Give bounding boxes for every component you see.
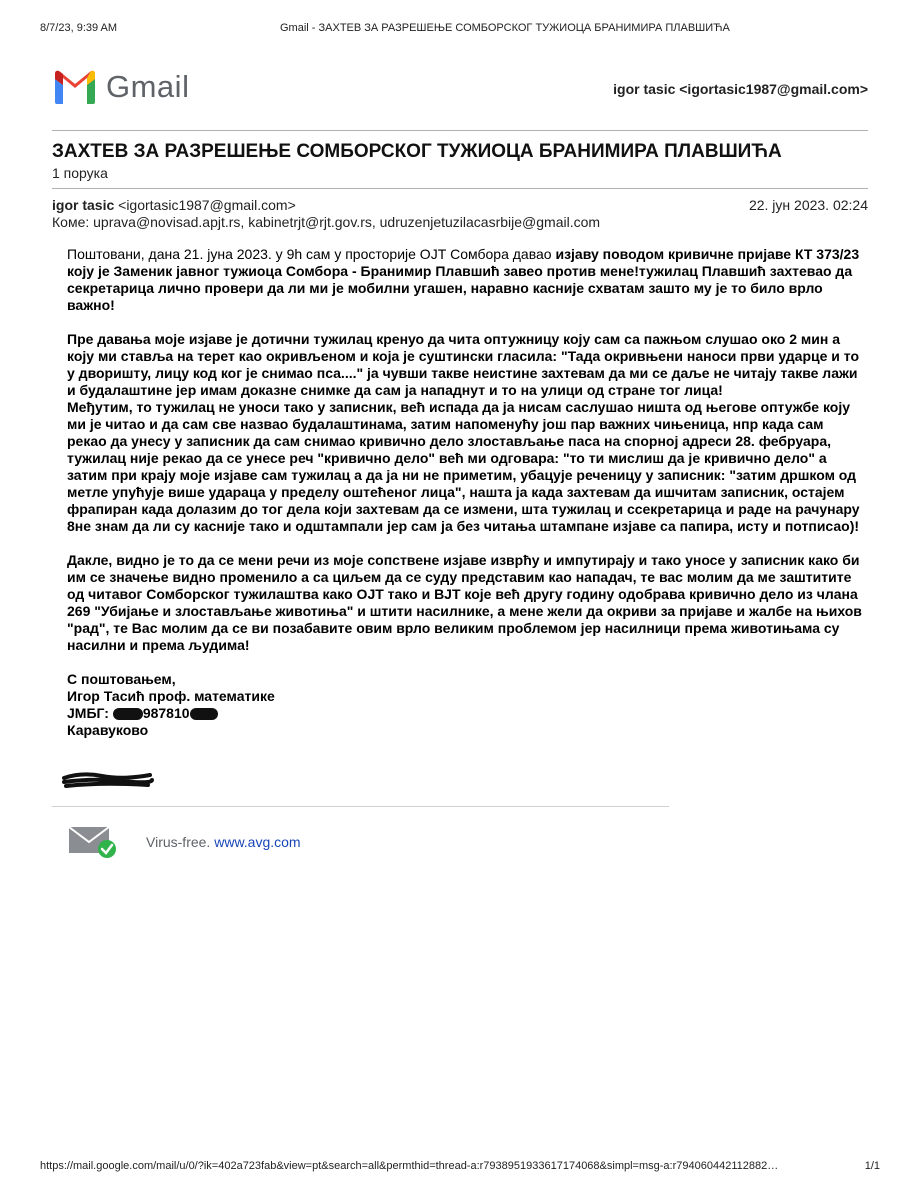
message-body xyxy=(67,246,867,739)
sender xyxy=(52,197,296,213)
avg-link[interactable]: www.avg.com xyxy=(214,834,301,850)
print-datetime: 8/7/23, 9:39 AM xyxy=(40,22,118,34)
paragraph-1 xyxy=(67,246,867,314)
header-divider xyxy=(52,130,868,131)
subject-divider xyxy=(52,188,868,189)
message-date: 22. јун 2023. 02:24 xyxy=(748,197,868,213)
print-url: https://mail.google.com/mail/u/0/?ik=402a723fab&view=pt&search=all&permthid=thread-a:r7938951933617174068&simpl=msg-a:r794060442112882… xyxy=(40,1160,779,1172)
sender-name: igor tasic xyxy=(52,197,115,213)
signature-jmbg xyxy=(67,705,867,722)
recipients: Коме: uprava@novisad.apjt.rs, kabinetrjt@rjt.gov.rs, udruzenjetuzilacasrbije@gmail.com xyxy=(52,214,601,230)
paragraph-4: Дакле, видно је то да се мени речи из моје сопствене изјаве изврћу и импутирају и тако уносе у записник како би им се значење видно променило а са циљем да се суду представим као нападач, те вас молим да ме заштитите од читавог Сомборског тужилаштва како ОЈТ тако и ВЈТ које већ другу годину одобрава кривично дело из члана 269 "Убијање и злостављање животиња" и штити насилнике, а мене жели да окриви за пријаве и жалбе на њихов "рад", те Вас молим да се ви позабавите овим врло великим проблемом јер насилници према животињама су насилни и према људима! xyxy=(67,552,862,653)
footer-divider xyxy=(52,806,669,807)
print-title: Gmail - ЗАХТЕВ ЗА РАЗРЕШЕЊЕ СОМБОРСКОГ ТУЖИОЦА БРАНИМИРА ПЛАВШИЋА xyxy=(280,22,730,34)
jmbg-visible: 987810 xyxy=(142,705,190,721)
signature-place: Каравуково xyxy=(67,722,149,738)
paragraph-1-bold: изјаву поводом кривичне пријаве КТ 373/23 коју је Заменик јавног тужиоца Сомбора - Бранимир Плавшић завео против мене!тужилац Плавшић захтевао да секретарица лично провери да ли ми је мобилни угашен, наравно касније схватам зашто му је то било врло важно! xyxy=(67,246,860,313)
print-page-number: 1/1 xyxy=(864,1160,880,1172)
sender-email: <igortasic1987@gmail.com> xyxy=(118,197,296,213)
paragraph-2: Пре давања моје изјаве је дотични тужилац кренуо да чита оптужницу коју сам са пажњом слушао око 2 мин а коју ми ставља на терет као окривљеном и која је суштински гласила: "Тада окривњени наноси први ударце и то у дворишту, лицу код ког је снимао пса...." ја чувши такве неистине захтевам да ми се даље не читају такве лажи и будалаштине јер имам доказне снимке да сам ја нападнут и то на улици од стране тог лица! xyxy=(67,331,860,398)
signature-greeting: С поштовањем, xyxy=(67,671,176,687)
paragraph-3: Међутим, то тужилац не уноси тако у записник, већ испада да ја нисам саслушао ништа од његове оптужбе коју ми је читао и да сам све назвао будалаштинама, затим напоменућу још пар важних чињеница, нпр када сам рекао да унесу у записник да сам снимао кривично дело злостављање паса на спорној адреси 28. фебруара, тужилац није рекао да се унесе реч "кривично дело" већ ми одговара: "то ти мислиш да је кривично дело" а затим при крају моје изјаве сам тужилац а да ја ни не приметим, убацује реченицу у записник: "затим дршком од метле упућује више удараца у пределу оштећеног лица", нашта ја када захтевам да ишчитам записник, остајем фрапиран када долазим до тог дела који захтевам да се измени, шта тужилац и ссекретарица и раде на рачунару 8не знам да ли су касније тако и одштампали јер сам ја без читања штампане изјаве са папира, исту и потписао)! xyxy=(67,399,860,534)
gmail-logo-text: Gmail xyxy=(106,69,190,104)
email-subject: ЗАХТЕВ ЗА РАЗРЕШЕЊЕ СОМБОРСКОГ ТУЖИОЦА БРАНИМИРА ПЛАВШИЋА xyxy=(52,141,782,162)
avg-label: Virus-free. xyxy=(146,834,211,850)
jmbg-label: ЈМБГ: xyxy=(67,705,113,721)
avg-text xyxy=(146,834,301,850)
signature-name: Игор Тасић проф. математике xyxy=(67,688,275,704)
gmail-logo xyxy=(52,68,189,106)
message-count: 1 порука xyxy=(52,165,108,181)
envelope-check-icon xyxy=(68,825,118,859)
redaction-mark xyxy=(113,708,143,720)
account-email: igor tasic <igortasic1987@gmail.com> xyxy=(613,81,868,97)
signature xyxy=(67,671,867,739)
paragraph-1-intro: Поштовани, дана 21. јуна 2023. у 9h сам у просторије ОЈТ Сомбора давао xyxy=(67,246,556,262)
redaction-scribble xyxy=(62,770,154,792)
avg-badge xyxy=(68,825,301,859)
gmail-m-icon xyxy=(52,69,98,105)
redaction-mark xyxy=(190,708,218,720)
